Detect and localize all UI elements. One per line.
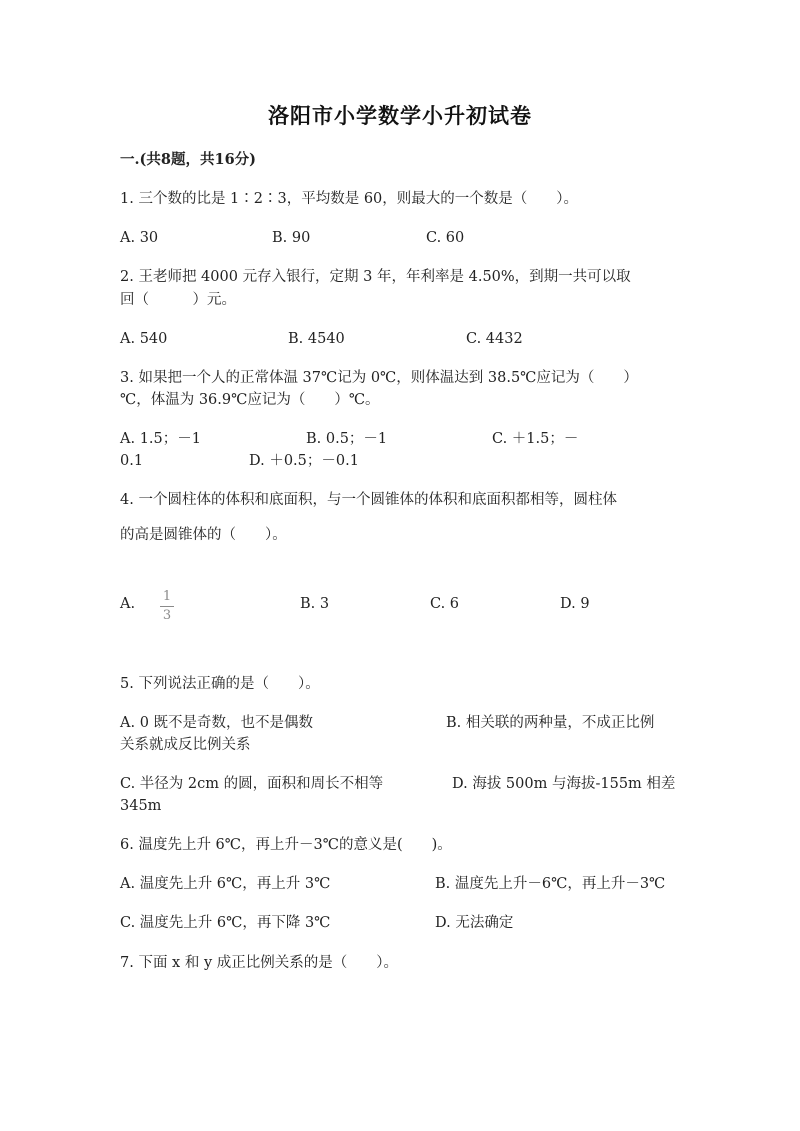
fraction-denominator: 3 [162,608,172,623]
question-4-option-a: A. [120,596,136,612]
question-7-stem: 7. 下面 x 和 y 成正比例关系的是（ ）。 [120,955,398,971]
question-4-option-c: C. 6 [430,596,460,612]
question-2-option-a: A. 540 [120,331,168,347]
question-5-stem: 5. 下列说法正确的是（ ）。 [120,676,320,692]
fraction-one-third [158,590,176,623]
question-3-option-c: C. ＋1.5；－ [492,431,579,447]
question-3-stem-line1: 3. 如果把一个人的正常体温 37℃记为 0℃，则体温达到 38.5℃应记为（ ） [120,370,638,386]
question-2-stem-line2: 回（ ）元。 [120,292,236,308]
question-4-option-d: D. 9 [560,596,590,612]
question-4-stem-line1: 4. 一个圆柱体的体积和底面积，与一个圆锥体的体积和底面积都相等，圆柱体 [120,492,617,508]
question-2-stem-line1: 2. 王老师把 4000 元存入银行，定期 3 年，年利率是 4.50%，到期一共可以取 [120,269,631,285]
question-3-stem-line2: ℃，体温为 36.9℃应记为（ ）℃。 [120,392,380,408]
question-2-option-c: C. 4432 [466,331,523,347]
question-1-option-c: C. 60 [426,230,465,246]
section-heading: 一.(共8题，共16分) [120,151,257,168]
question-2-option-b: B. 4540 [288,331,345,347]
question-6-option-d: D. 无法确定 [435,915,514,931]
question-6-option-b: B. 温度先上升－6℃，再上升－3℃ [435,876,666,892]
question-4-stem-line2: 的高是圆锥体的（ ）。 [120,527,287,543]
question-5-option-a: A. 0 既不是奇数，也不是偶数 [120,715,314,731]
question-1-option-b: B. 90 [272,230,311,246]
question-1-stem: 1. 三个数的比是 1∶2∶3，平均数是 60，则最大的一个数是（ ）。 [120,191,579,207]
page-title: 洛阳市小学数学小升初试卷 [268,103,532,128]
question-3-option-b: B. 0.5；－1 [306,431,388,447]
fraction-numerator: 1 [162,589,172,604]
question-5-option-b-cont: 关系就成反比例关系 [120,737,251,753]
fraction-bar [160,606,174,607]
question-5-option-d-cont: 345m [120,798,162,814]
question-5-option-b: B. 相关联的两种量，不成正比例 [446,715,655,731]
question-3-option-c-cont: 0.1 [120,453,144,469]
question-6-option-c: C. 温度先上升 6℃，再下降 3℃ [120,915,331,931]
question-4-option-b: B. 3 [300,596,330,612]
question-5-option-c: C. 半径为 2cm 的圆，面积和周长不相等 [120,776,384,792]
question-6-option-a: A. 温度先上升 6℃，再上升 3℃ [120,876,331,892]
question-6-stem: 6. 温度先上升 6℃，再上升－3℃的意义是( )。 [120,837,452,853]
question-1-option-a: A. 30 [120,230,159,246]
question-5-option-d: D. 海拔 500m 与海拔-155m 相差 [452,776,676,792]
question-3-option-d: D. ＋0.5；－0.1 [249,453,359,469]
question-3-option-a: A. 1.5；－1 [120,431,201,447]
